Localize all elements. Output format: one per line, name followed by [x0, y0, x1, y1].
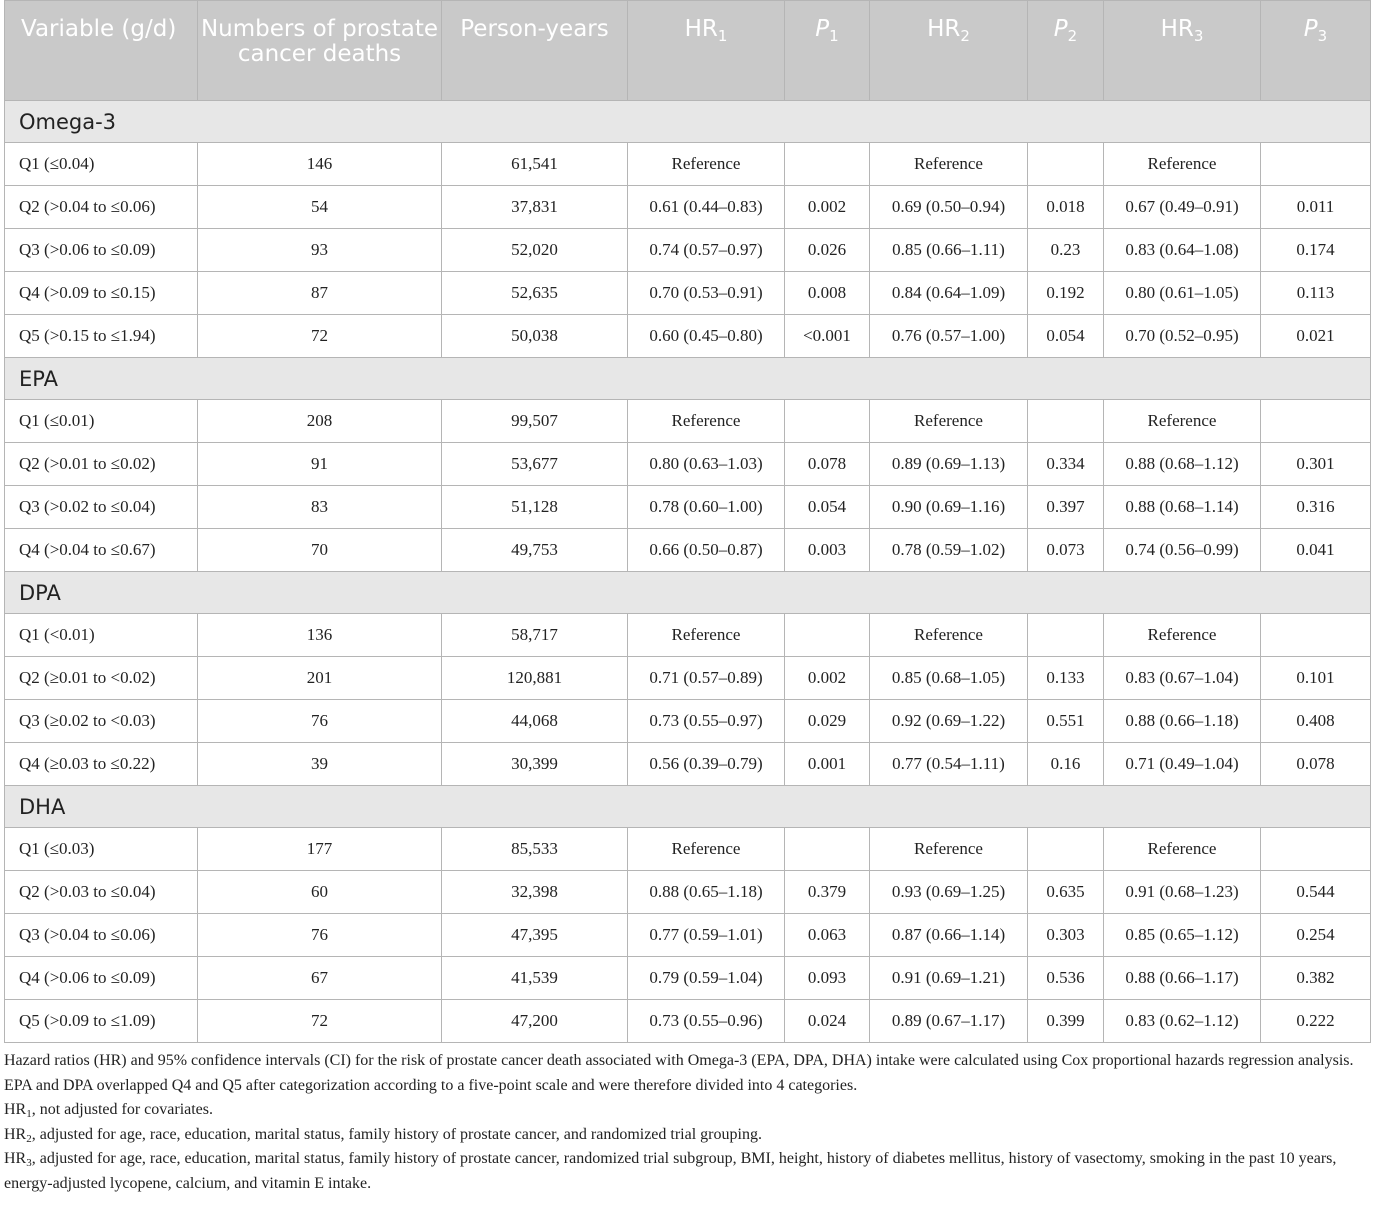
cell-p3	[1261, 400, 1371, 443]
cell-hr1: 0.73 (0.55–0.96)	[628, 1000, 785, 1043]
cell-variable: Q1 (≤0.04)	[5, 143, 198, 186]
cell-hr3: 0.74 (0.56–0.99)	[1104, 529, 1261, 572]
cell-person-years: 58,717	[442, 614, 628, 657]
cell-hr2: 0.84 (0.64–1.09)	[870, 272, 1028, 315]
cell-deaths: 146	[198, 143, 442, 186]
cell-hr1: 0.80 (0.63–1.03)	[628, 443, 785, 486]
cell-hr2: 0.85 (0.66–1.11)	[870, 229, 1028, 272]
section-row	[5, 101, 1371, 143]
cell-person-years: 52,635	[442, 272, 628, 315]
cell-person-years: 47,200	[442, 1000, 628, 1043]
cell-person-years: 120,881	[442, 657, 628, 700]
cell-hr2: 0.87 (0.66–1.14)	[870, 914, 1028, 957]
cell-p2: 0.399	[1028, 1000, 1104, 1043]
cell-hr2: 0.90 (0.69–1.16)	[870, 486, 1028, 529]
cell-p2: 0.551	[1028, 700, 1104, 743]
header-p1-base: P	[815, 16, 830, 42]
cell-person-years: 44,068	[442, 700, 628, 743]
cell-hr3: 0.83 (0.62–1.12)	[1104, 1000, 1261, 1043]
cell-hr3: 0.88 (0.66–1.18)	[1104, 700, 1261, 743]
cell-person-years: 47,395	[442, 914, 628, 957]
cell-p2: 0.303	[1028, 914, 1104, 957]
table-row	[5, 486, 1371, 529]
cell-deaths: 76	[198, 700, 442, 743]
cell-hr1: 0.78 (0.60–1.00)	[628, 486, 785, 529]
cell-p1: 0.026	[785, 229, 870, 272]
header-p3	[1261, 1, 1371, 101]
cell-hr1: Reference	[628, 828, 785, 871]
cell-hr2: Reference	[870, 614, 1028, 657]
cell-p2	[1028, 828, 1104, 871]
cell-hr1: 0.60 (0.45–0.80)	[628, 315, 785, 358]
footnote-hazard: Hazard ratios (HR) and 95% confidence intervals (CI) for the risk of prostate cancer death associated with Omega-3 (EPA, DPA, DHA) intake were calculated using Cox proportional hazards regression analysis.	[4, 1052, 1354, 1069]
cell-p2: 0.133	[1028, 657, 1104, 700]
header-hr3-sub: 3	[1193, 27, 1204, 45]
cell-p3: 0.174	[1261, 229, 1371, 272]
header-hr2-base: HR	[927, 16, 961, 42]
cell-hr3: 0.91 (0.68–1.23)	[1104, 871, 1261, 914]
cell-variable: Q5 (>0.09 to ≤1.09)	[5, 1000, 198, 1043]
header-p1-sub: 1	[829, 27, 839, 45]
table-row	[5, 743, 1371, 786]
cell-hr1: Reference	[628, 400, 785, 443]
cell-variable: Q3 (≥0.02 to <0.03)	[5, 700, 198, 743]
footnote-hr3-text: , adjusted for age, race, education, marital status, family history of prostate cancer, randomized trial subgroup, BMI, height, history of diabetes mellitus, history of vasectomy, smoking in the past 10 years, energy-adjusted lycopene, calcium, and vitamin E intake.	[4, 1150, 1337, 1192]
footnote-hr1-base: HR	[4, 1101, 27, 1118]
cell-hr2: 0.93 (0.69–1.25)	[870, 871, 1028, 914]
cell-deaths: 87	[198, 272, 442, 315]
cell-p3: 0.078	[1261, 743, 1371, 786]
cell-variable: Q3 (>0.04 to ≤0.06)	[5, 914, 198, 957]
table-row	[5, 443, 1371, 486]
cell-p1: 0.063	[785, 914, 870, 957]
cell-deaths: 70	[198, 529, 442, 572]
cell-hr2: 0.92 (0.69–1.22)	[870, 700, 1028, 743]
cell-hr3: Reference	[1104, 828, 1261, 871]
cell-p1	[785, 614, 870, 657]
cell-person-years: 50,038	[442, 315, 628, 358]
cell-hr1: 0.71 (0.57–0.89)	[628, 657, 785, 700]
cell-hr1: 0.77 (0.59–1.01)	[628, 914, 785, 957]
cell-p1: 0.008	[785, 272, 870, 315]
header-p2-sub: 2	[1067, 27, 1078, 45]
cell-person-years: 85,533	[442, 828, 628, 871]
footnote-overlap: EPA and DPA overlapped Q4 and Q5 after categorization according to a five-point scale and were therefore divided into 4 categories.	[4, 1076, 858, 1094]
cell-p2: 0.073	[1028, 529, 1104, 572]
cell-p2: 0.334	[1028, 443, 1104, 486]
cell-hr2: 0.77 (0.54–1.11)	[870, 743, 1028, 786]
cell-p2: 0.192	[1028, 272, 1104, 315]
cell-hr3: 0.88 (0.66–1.17)	[1104, 957, 1261, 1000]
cell-variable: Q2 (>0.01 to ≤0.02)	[5, 443, 198, 486]
cell-deaths: 177	[198, 828, 442, 871]
cell-p2: 0.16	[1028, 743, 1104, 786]
cell-variable: Q2 (>0.04 to ≤0.06)	[5, 186, 198, 229]
cell-p3: 0.408	[1261, 700, 1371, 743]
cell-p1	[785, 143, 870, 186]
cell-hr1: 0.66 (0.50–0.87)	[628, 529, 785, 572]
header-p3-base: P	[1303, 16, 1318, 42]
cell-hr1: Reference	[628, 143, 785, 186]
cell-deaths: 201	[198, 657, 442, 700]
cell-p1: 0.001	[785, 743, 870, 786]
footnote-hr2	[4, 1123, 1370, 1148]
header-p1	[785, 1, 870, 101]
cell-hr1: 0.56 (0.39–0.79)	[628, 743, 785, 786]
cell-deaths: 208	[198, 400, 442, 443]
header-p2-base: P	[1053, 16, 1068, 42]
table-row	[5, 614, 1371, 657]
footnote-hr1-text: , not adjusted for covariates.	[31, 1101, 214, 1118]
cell-hr2: 0.91 (0.69–1.21)	[870, 957, 1028, 1000]
header-p3-sub: 3	[1317, 27, 1328, 45]
cell-person-years: 99,507	[442, 400, 628, 443]
table-row	[5, 828, 1371, 871]
cell-deaths: 83	[198, 486, 442, 529]
cell-p1: 0.029	[785, 700, 870, 743]
cell-person-years: 41,539	[442, 957, 628, 1000]
footnote-hr3-sub: 3	[26, 1157, 32, 1169]
cell-deaths: 136	[198, 614, 442, 657]
cell-hr2: 0.69 (0.50–0.94)	[870, 186, 1028, 229]
cell-p2	[1028, 400, 1104, 443]
cell-p3: 0.316	[1261, 486, 1371, 529]
results-table	[4, 0, 1371, 1043]
cell-p3: 0.222	[1261, 1000, 1371, 1043]
header-hr1-sub: 1	[717, 27, 728, 45]
cell-person-years: 30,399	[442, 743, 628, 786]
header-p2	[1028, 1, 1104, 101]
cell-person-years: 37,831	[442, 186, 628, 229]
section-row	[5, 572, 1371, 614]
cell-p3: 0.301	[1261, 443, 1371, 486]
cell-p2: 0.018	[1028, 186, 1104, 229]
cell-p3: 0.544	[1261, 871, 1371, 914]
cell-hr3: 0.70 (0.52–0.95)	[1104, 315, 1261, 358]
cell-hr2: Reference	[870, 143, 1028, 186]
footnote-hr3	[4, 1147, 1370, 1196]
cell-deaths: 93	[198, 229, 442, 272]
cell-person-years: 52,020	[442, 229, 628, 272]
header-deaths: Numbers of prostate cancer deaths	[198, 1, 442, 101]
header-hr1-base: HR	[684, 16, 718, 42]
cell-p1: 0.093	[785, 957, 870, 1000]
cell-variable: Q5 (>0.15 to ≤1.94)	[5, 315, 198, 358]
section-row	[5, 786, 1371, 828]
cell-p2: 0.23	[1028, 229, 1104, 272]
table-row	[5, 957, 1371, 1000]
cell-variable: Q4 (≥0.03 to ≤0.22)	[5, 743, 198, 786]
cell-hr3: 0.71 (0.49–1.04)	[1104, 743, 1261, 786]
cell-p1: 0.054	[785, 486, 870, 529]
table-row	[5, 1000, 1371, 1043]
table-figure	[4, 0, 1370, 1196]
table-row	[5, 871, 1371, 914]
cell-hr1: 0.73 (0.55–0.97)	[628, 700, 785, 743]
cell-variable: Q4 (>0.06 to ≤0.09)	[5, 957, 198, 1000]
cell-p1	[785, 400, 870, 443]
table-row	[5, 657, 1371, 700]
cell-p1: 0.002	[785, 186, 870, 229]
cell-hr3: Reference	[1104, 143, 1261, 186]
cell-variable: Q1 (≤0.03)	[5, 828, 198, 871]
table-row	[5, 700, 1371, 743]
cell-hr3: 0.80 (0.61–1.05)	[1104, 272, 1261, 315]
table-row	[5, 400, 1371, 443]
cell-hr1: 0.74 (0.57–0.97)	[628, 229, 785, 272]
table-row	[5, 914, 1371, 957]
cell-person-years: 49,753	[442, 529, 628, 572]
cell-p3: 0.382	[1261, 957, 1371, 1000]
cell-deaths: 72	[198, 315, 442, 358]
cell-hr3: Reference	[1104, 614, 1261, 657]
cell-hr2: 0.85 (0.68–1.05)	[870, 657, 1028, 700]
cell-hr2: Reference	[870, 400, 1028, 443]
footnote-hr1-sub: 1	[26, 1108, 32, 1120]
header-hr3-base: HR	[1160, 16, 1194, 42]
table-row	[5, 229, 1371, 272]
cell-variable: Q4 (>0.04 to ≤0.67)	[5, 529, 198, 572]
cell-deaths: 54	[198, 186, 442, 229]
footnote-hr1	[4, 1098, 1370, 1123]
section-title: Omega-3	[5, 101, 1371, 143]
cell-p2: 0.635	[1028, 871, 1104, 914]
cell-p3	[1261, 828, 1371, 871]
cell-hr3: 0.83 (0.64–1.08)	[1104, 229, 1261, 272]
cell-p3: 0.021	[1261, 315, 1371, 358]
cell-p1	[785, 828, 870, 871]
cell-person-years: 61,541	[442, 143, 628, 186]
table-row	[5, 272, 1371, 315]
table-row	[5, 529, 1371, 572]
cell-p1: 0.003	[785, 529, 870, 572]
footnote-hr2-sub: 2	[26, 1132, 32, 1145]
cell-hr1: 0.88 (0.65–1.18)	[628, 871, 785, 914]
table-body	[5, 101, 1371, 1043]
header-hr2	[870, 1, 1028, 101]
footnote-hr2-base: HR	[4, 1125, 27, 1143]
cell-p1: <0.001	[785, 315, 870, 358]
cell-p3: 0.101	[1261, 657, 1371, 700]
table-row	[5, 315, 1371, 358]
cell-hr2: 0.78 (0.59–1.02)	[870, 529, 1028, 572]
section-row	[5, 358, 1371, 400]
cell-p2: 0.536	[1028, 957, 1104, 1000]
header-row	[5, 1, 1371, 101]
cell-p3: 0.041	[1261, 529, 1371, 572]
header-hr3	[1104, 1, 1261, 101]
cell-hr2: 0.76 (0.57–1.00)	[870, 315, 1028, 358]
cell-p2: 0.054	[1028, 315, 1104, 358]
cell-hr3: 0.67 (0.49–0.91)	[1104, 186, 1261, 229]
cell-hr1: 0.61 (0.44–0.83)	[628, 186, 785, 229]
cell-p3: 0.113	[1261, 272, 1371, 315]
cell-p2	[1028, 614, 1104, 657]
table-row	[5, 143, 1371, 186]
header-hr2-sub: 2	[960, 27, 970, 45]
cell-hr1: 0.79 (0.59–1.04)	[628, 957, 785, 1000]
cell-hr3: Reference	[1104, 400, 1261, 443]
cell-person-years: 53,677	[442, 443, 628, 486]
section-title: DPA	[5, 572, 1371, 614]
cell-p3: 0.011	[1261, 186, 1371, 229]
cell-hr2: Reference	[870, 828, 1028, 871]
table-footnotes	[4, 1049, 1370, 1196]
cell-p1: 0.379	[785, 871, 870, 914]
cell-variable: Q2 (≥0.01 to <0.02)	[5, 657, 198, 700]
cell-hr1: 0.70 (0.53–0.91)	[628, 272, 785, 315]
cell-variable: Q2 (>0.03 to ≤0.04)	[5, 871, 198, 914]
cell-deaths: 67	[198, 957, 442, 1000]
cell-variable: Q4 (>0.09 to ≤0.15)	[5, 272, 198, 315]
cell-person-years: 32,398	[442, 871, 628, 914]
cell-p2: 0.397	[1028, 486, 1104, 529]
cell-variable: Q3 (>0.06 to ≤0.09)	[5, 229, 198, 272]
cell-deaths: 60	[198, 871, 442, 914]
cell-hr3: 0.88 (0.68–1.12)	[1104, 443, 1261, 486]
header-variable: Variable (g/d)	[5, 1, 198, 101]
cell-p3	[1261, 143, 1371, 186]
footnote-hr3-base: HR	[4, 1150, 27, 1167]
cell-hr3: 0.88 (0.68–1.14)	[1104, 486, 1261, 529]
cell-variable: Q1 (<0.01)	[5, 614, 198, 657]
cell-p3	[1261, 614, 1371, 657]
cell-hr2: 0.89 (0.67–1.17)	[870, 1000, 1028, 1043]
cell-deaths: 72	[198, 1000, 442, 1043]
cell-variable: Q1 (≤0.01)	[5, 400, 198, 443]
cell-p3: 0.254	[1261, 914, 1371, 957]
cell-hr3: 0.85 (0.65–1.12)	[1104, 914, 1261, 957]
cell-hr3: 0.83 (0.67–1.04)	[1104, 657, 1261, 700]
cell-deaths: 76	[198, 914, 442, 957]
footnote-hr2-text: , adjusted for age, race, education, marital status, family history of prostate cancer, and randomized trial grouping.	[31, 1125, 762, 1143]
cell-hr2: 0.89 (0.69–1.13)	[870, 443, 1028, 486]
cell-deaths: 91	[198, 443, 442, 486]
cell-p1: 0.078	[785, 443, 870, 486]
cell-variable: Q3 (>0.02 to ≤0.04)	[5, 486, 198, 529]
cell-p2	[1028, 143, 1104, 186]
cell-p1: 0.024	[785, 1000, 870, 1043]
section-title: EPA	[5, 358, 1371, 400]
cell-p1: 0.002	[785, 657, 870, 700]
cell-deaths: 39	[198, 743, 442, 786]
table-row	[5, 186, 1371, 229]
header-person-years: Person-years	[442, 1, 628, 101]
section-title: DHA	[5, 786, 1371, 828]
cell-hr1: Reference	[628, 614, 785, 657]
header-hr1	[628, 1, 785, 101]
cell-person-years: 51,128	[442, 486, 628, 529]
